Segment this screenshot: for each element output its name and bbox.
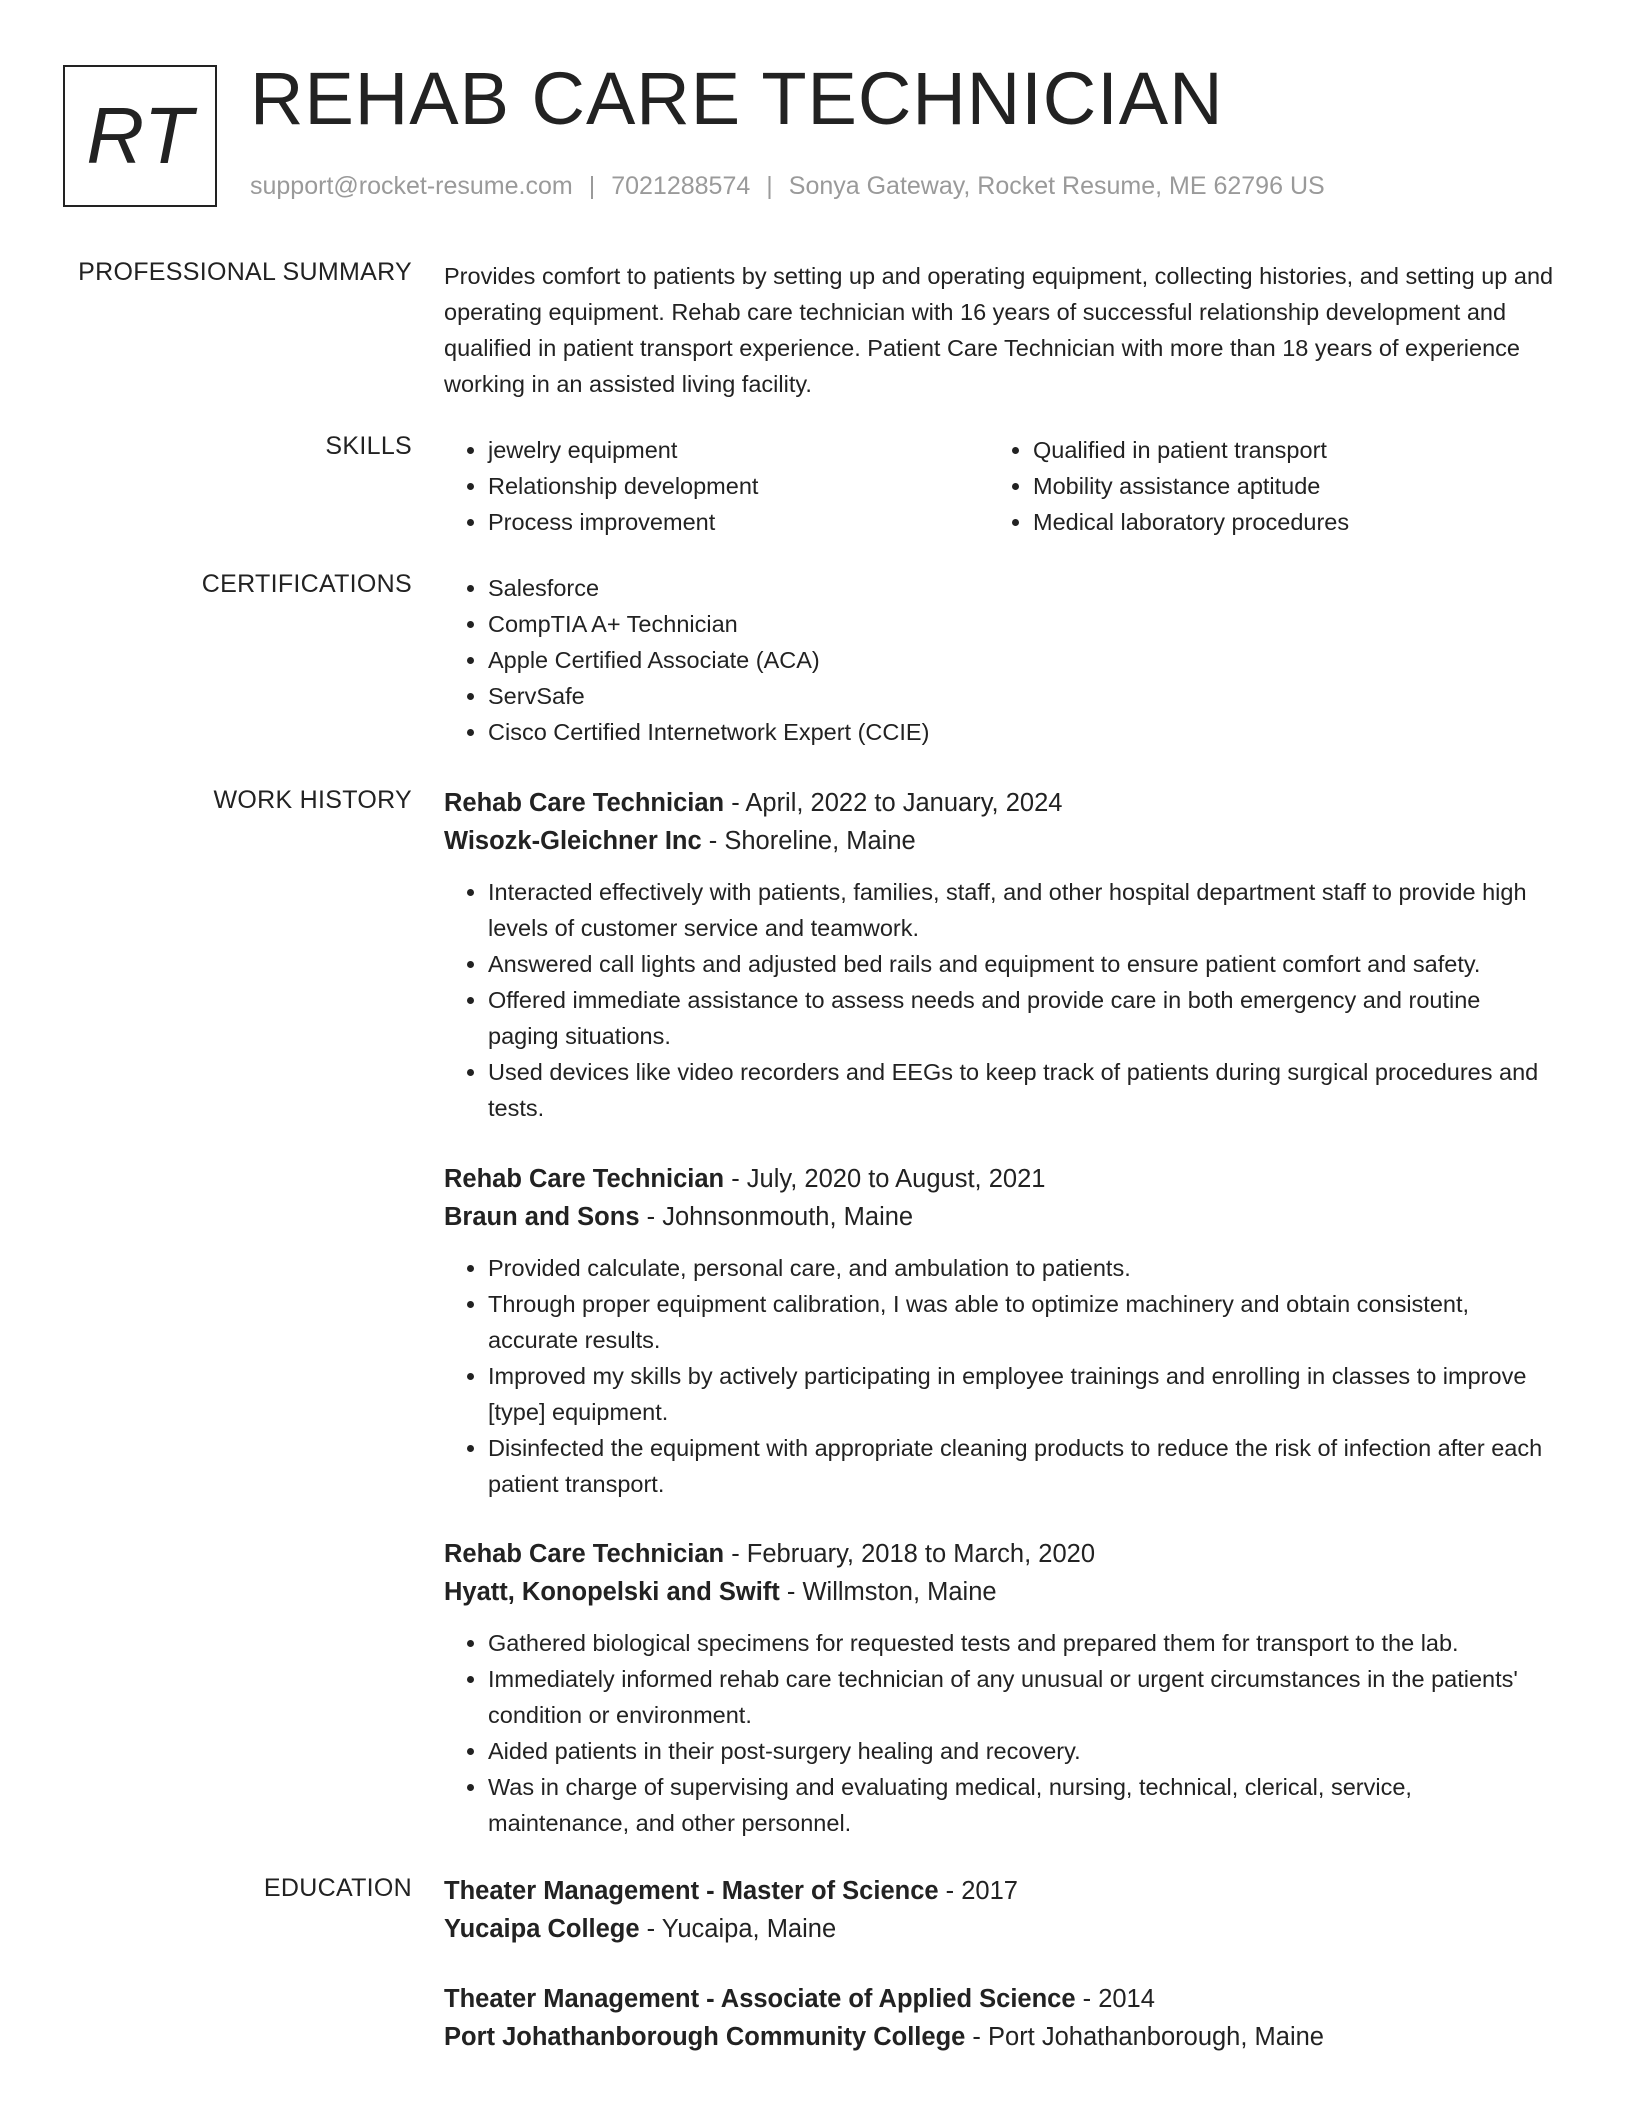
list-item: • Answered call lights and adjusted bed rails and equipment to ensure patient comfort and safety. [488,946,1554,982]
contact-line [250,172,1325,201]
list-item: • Aided patients in their post-surgery healing and recovery. [488,1733,1554,1769]
contact-address: Sonya Gateway, Rocket Resume, ME 62796 US [788,172,1325,200]
job-title-line [444,784,1554,822]
education-entry [444,1980,1554,2056]
education-school: Port Johathanborough Community College [444,2023,966,2051]
list-item: • Immediately informed rehab care technician of any unusual or urgent circumstances in the patients' condition or environment. [488,1661,1554,1733]
education-location: - Yucaipa, Maine [639,1915,837,1943]
certifications-list [444,570,1554,750]
job-bullets [444,874,1554,1126]
list-item: • Offered immediate assistance to assess needs and provide care in both emergency and routine paging situations. [488,982,1554,1054]
education-degree-line [444,1872,1554,1910]
list-item: • Mobility assistance aptitude [1033,468,1534,504]
job-company-line [444,1198,1554,1236]
work-history-heading: WORK HISTORY [213,786,412,814]
list-item: • Salesforce [488,570,1554,606]
job-company-line [444,1573,1554,1611]
job-company: Hyatt, Konopelski and Swift [444,1578,780,1606]
contact-phone: 7021288574 [611,172,751,200]
education-school-line [444,2018,1554,2056]
summary-text: Provides comfort to patients by setting up and operating equipment, collecting histories, and setting up and operating equipment. Rehab care technician with 16 years of successful relationship development and qualified in patient transport experience. Patient Care Technician with more than 18 years of experience working in an assisted living facility. [444,263,1554,397]
education-heading: EDUCATION [263,1874,412,1902]
list-item: • Gathered biological specimens for requested tests and prepared them for transport to the lab. [488,1625,1554,1661]
list-item: • Apple Certified Associate (ACA) [488,642,1554,678]
education-school: Yucaipa College [444,1915,640,1943]
list-item: • Relationship development [488,468,989,504]
page-title: REHAB CARE TECHNICIAN [250,57,1224,140]
list-item: • Improved my skills by actively participating in employee trainings and enrolling in classes to improve [type] equipment. [488,1358,1554,1430]
job-entry [444,1160,1554,1502]
job-company: Braun and Sons [444,1203,640,1231]
list-item: • Disinfected the equipment with appropriate cleaning products to reduce the risk of infection after each patient transport. [488,1430,1554,1502]
job-entry [444,784,1554,1126]
contact-email: support@rocket-resume.com [250,172,573,200]
job-location: - Shoreline, Maine [701,827,916,855]
certifications-body [444,570,1554,750]
skills-heading: SKILLS [325,432,412,460]
job-title-line [444,1535,1554,1573]
list-item: • Qualified in patient transport [1033,432,1534,468]
job-dates: - February, 2018 to March, 2020 [724,1540,1096,1568]
list-item: • Cisco Certified Internetwork Expert (CCIE) [488,714,1554,750]
job-company: Wisozk-Gleichner Inc [444,827,702,855]
education-entry [444,1872,1554,1948]
education-location: - Port Johathanborough, Maine [965,2023,1324,2051]
skills-list-left [444,432,989,540]
education-degree: Theater Management - Master of Science [444,1877,939,1905]
job-company-line [444,822,1554,860]
skills-columns [444,432,1554,540]
job-bullets [444,1250,1554,1502]
summary-body [444,258,1554,402]
monogram-logo: RT [63,65,217,207]
list-item: • Medical laboratory procedures [1033,504,1534,540]
education-year: - 2017 [938,1877,1018,1905]
job-title: Rehab Care Technician [444,1165,725,1193]
skills-list-right [989,432,1534,540]
education-school-line [444,1910,1554,1948]
certifications-heading: CERTIFICATIONS [201,570,412,598]
job-title: Rehab Care Technician [444,789,725,817]
contact-separator: | [588,172,596,200]
education-degree-line [444,1980,1554,2018]
job-bullets [444,1625,1554,1841]
job-dates: - April, 2022 to January, 2024 [724,789,1063,817]
job-title: Rehab Care Technician [444,1540,725,1568]
skills-body [444,432,1554,540]
list-item: • Interacted effectively with patients, families, staff, and other hospital department staff to provide high levels of customer service and teamwork. [488,874,1554,946]
job-title-line [444,1160,1554,1198]
education-degree: Theater Management - Associate of Applied Science [444,1985,1076,2013]
education-year: - 2014 [1075,1985,1155,2013]
list-item: • Through proper equipment calibration, I was able to optimize machinery and obtain consistent, accurate results. [488,1286,1554,1358]
list-item: • jewelry equipment [488,432,989,468]
job-dates: - July, 2020 to August, 2021 [724,1165,1046,1193]
contact-separator: | [766,172,773,200]
list-item: • Process improvement [488,504,989,540]
list-item: • Used devices like video recorders and EEGs to keep track of patients during surgical procedures and tests. [488,1054,1554,1126]
skills-column-right [989,432,1534,540]
list-item: • Provided calculate, personal care, and ambulation to patients. [488,1250,1554,1286]
summary-heading: PROFESSIONAL SUMMARY [78,258,412,286]
list-item: • Was in charge of supervising and evaluating medical, nursing, technical, clerical, service, maintenance, and other personnel. [488,1769,1554,1841]
job-entry [444,1535,1554,1841]
list-item: • CompTIA A+ Technician [488,606,1554,642]
list-item: • ServSafe [488,678,1554,714]
skills-column-left [444,432,989,540]
job-location: - Johnsonmouth, Maine [639,1203,914,1231]
job-location: - Willmston, Maine [779,1578,997,1606]
